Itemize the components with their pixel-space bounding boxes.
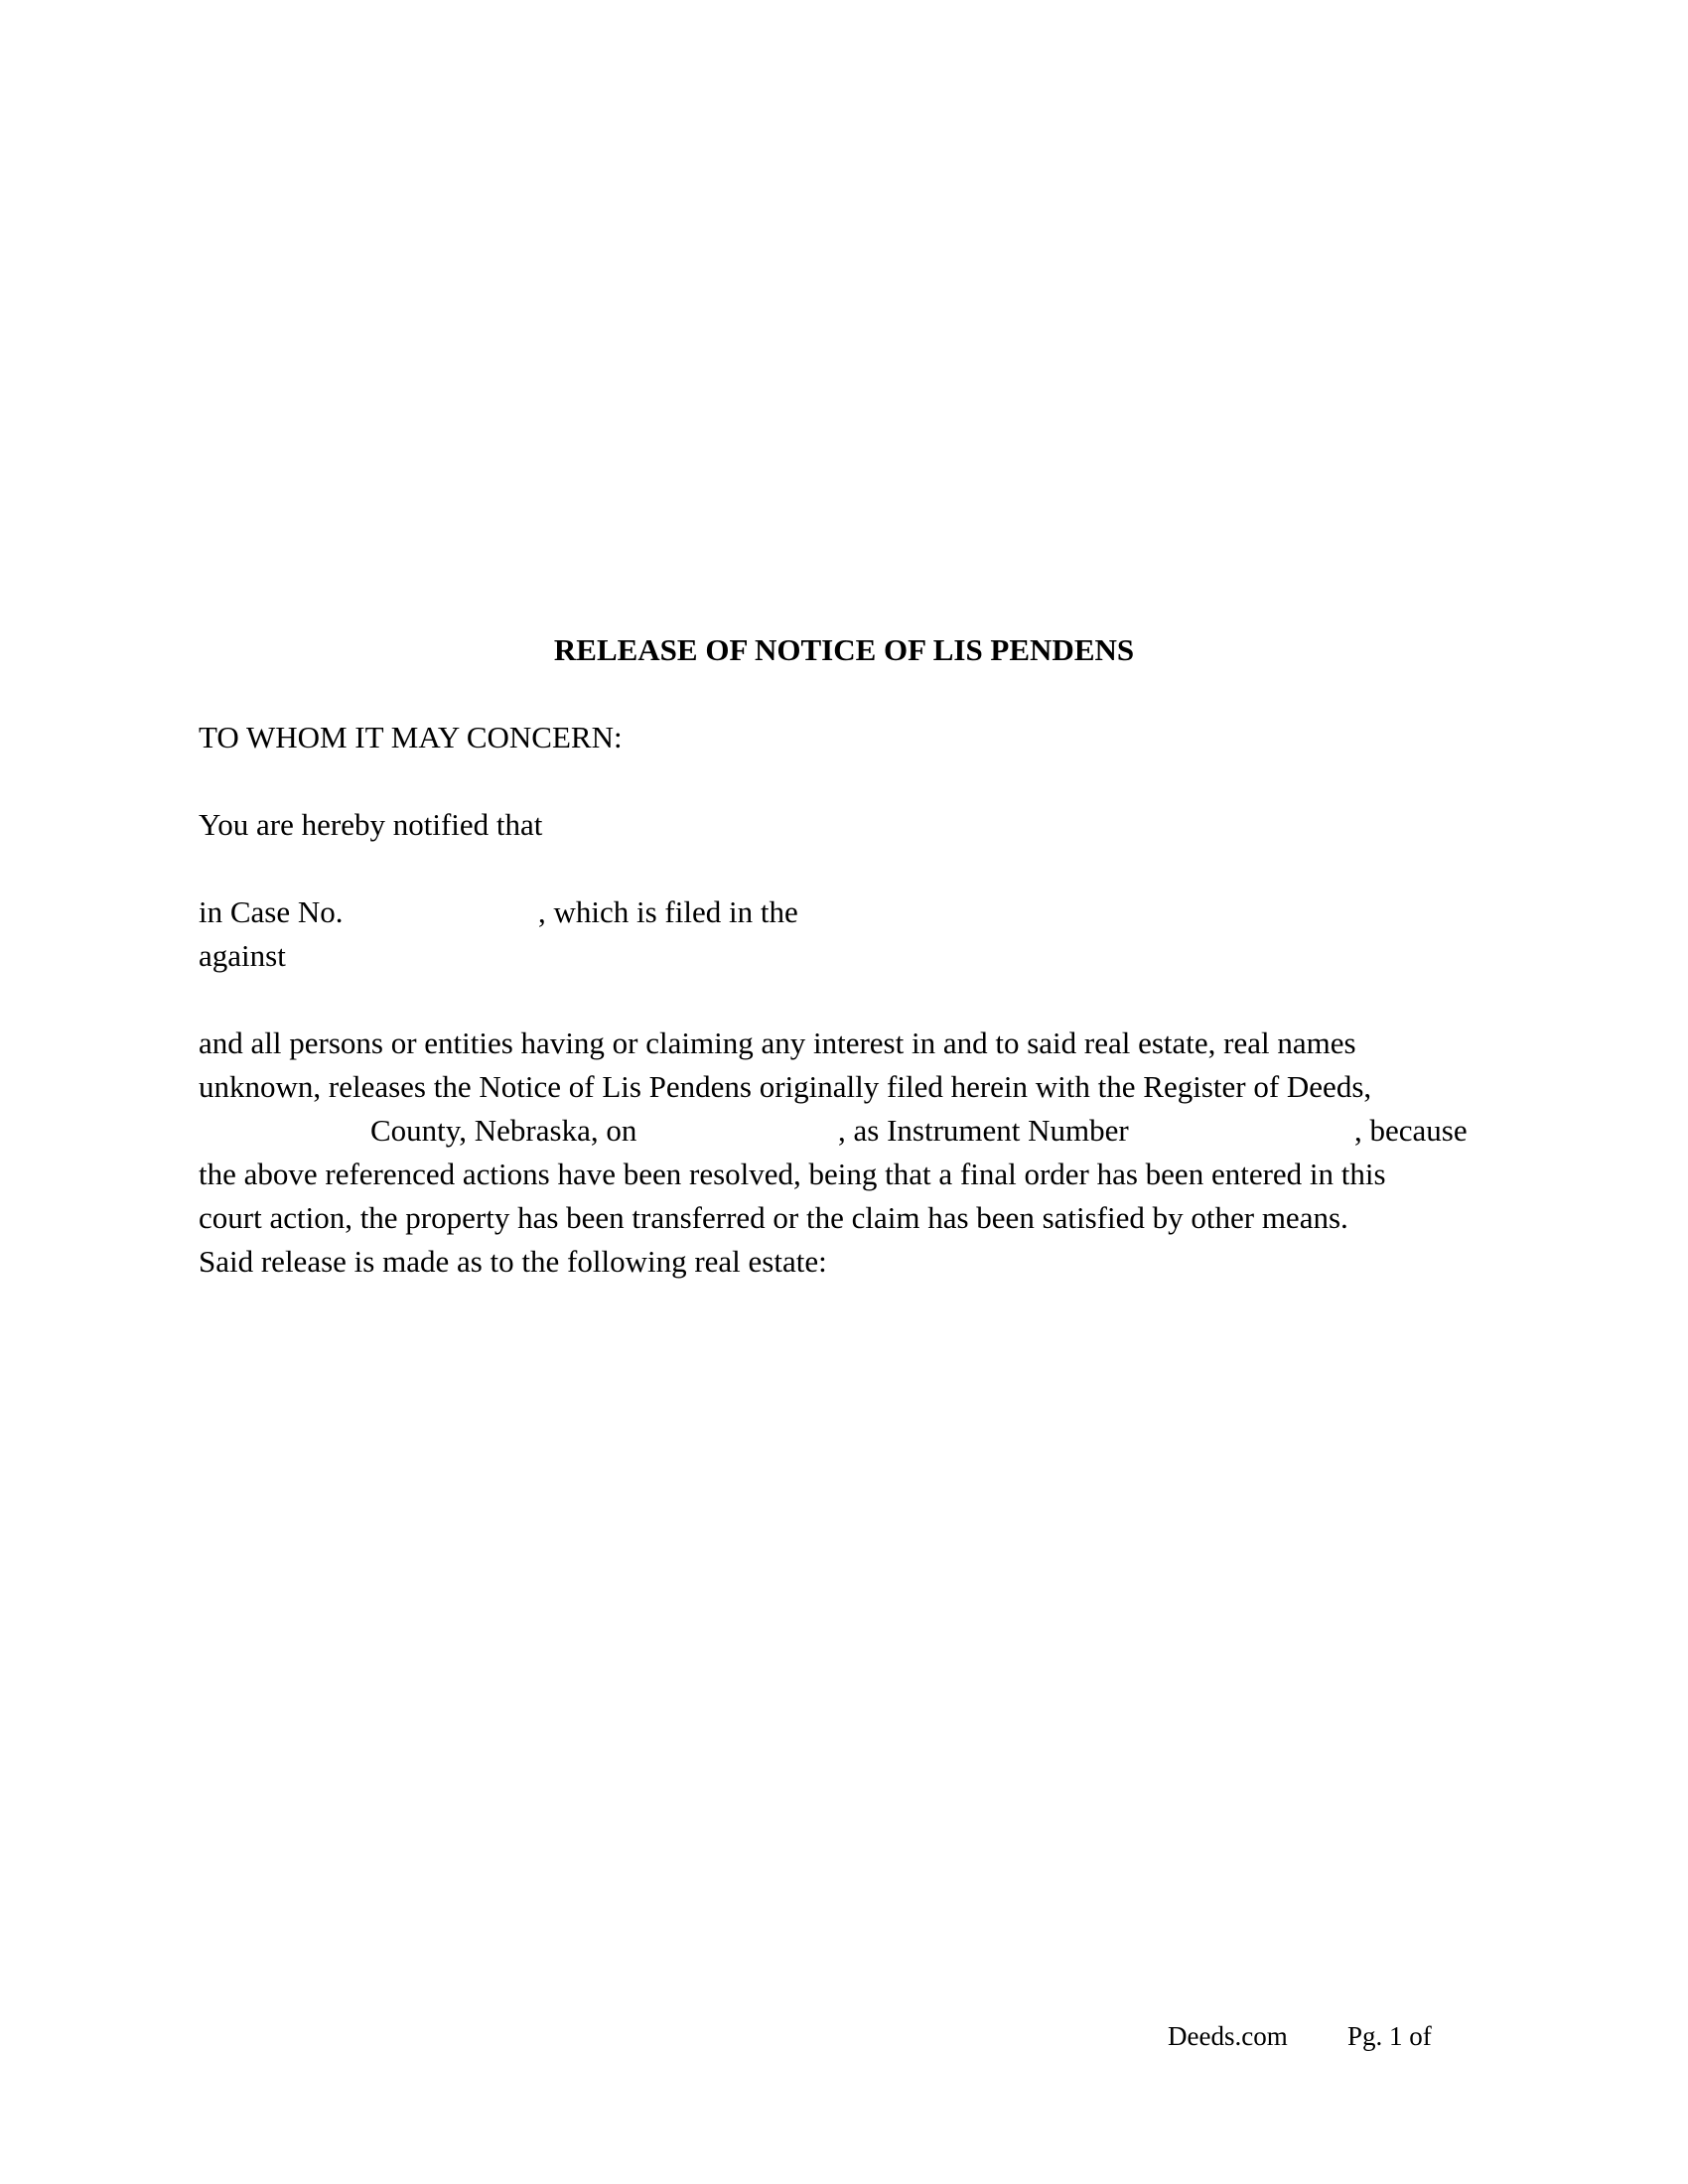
- salutation: TO WHOM IT MAY CONCERN:: [199, 720, 623, 754]
- against-label: against: [199, 938, 286, 973]
- body-line-5: court action, the property has been transferred or the claim has been satisfied by other means.: [199, 1200, 1348, 1235]
- footer-page-number: Pg. 1 of: [1347, 2021, 1432, 2051]
- document-title: RELEASE OF NOTICE OF LIS PENDENS: [553, 632, 1135, 667]
- instrument-number-text: , as Instrument Number: [838, 1113, 1129, 1148]
- case-number-label: in Case No.: [199, 894, 344, 929]
- court-filed-text: , which is filed in the: [538, 894, 798, 929]
- body-line-6: Said release is made as to the following real estate:: [199, 1244, 827, 1279]
- body-line-1: and all persons or entities having or claiming any interest in and to said real estate, real names: [199, 1025, 1356, 1060]
- body-line-2: unknown, releases the Notice of Lis Pendens originally filed herein with the Register of Deeds,: [199, 1069, 1372, 1104]
- notified-line: You are hereby notified that: [199, 807, 543, 842]
- footer-source: Deeds.com: [1168, 2021, 1288, 2051]
- body-line-4: the above referenced actions have been resolved, being that a final order has been entered in this: [199, 1157, 1386, 1191]
- because-text: , because: [1354, 1113, 1468, 1148]
- county-text: County, Nebraska, on: [370, 1113, 637, 1148]
